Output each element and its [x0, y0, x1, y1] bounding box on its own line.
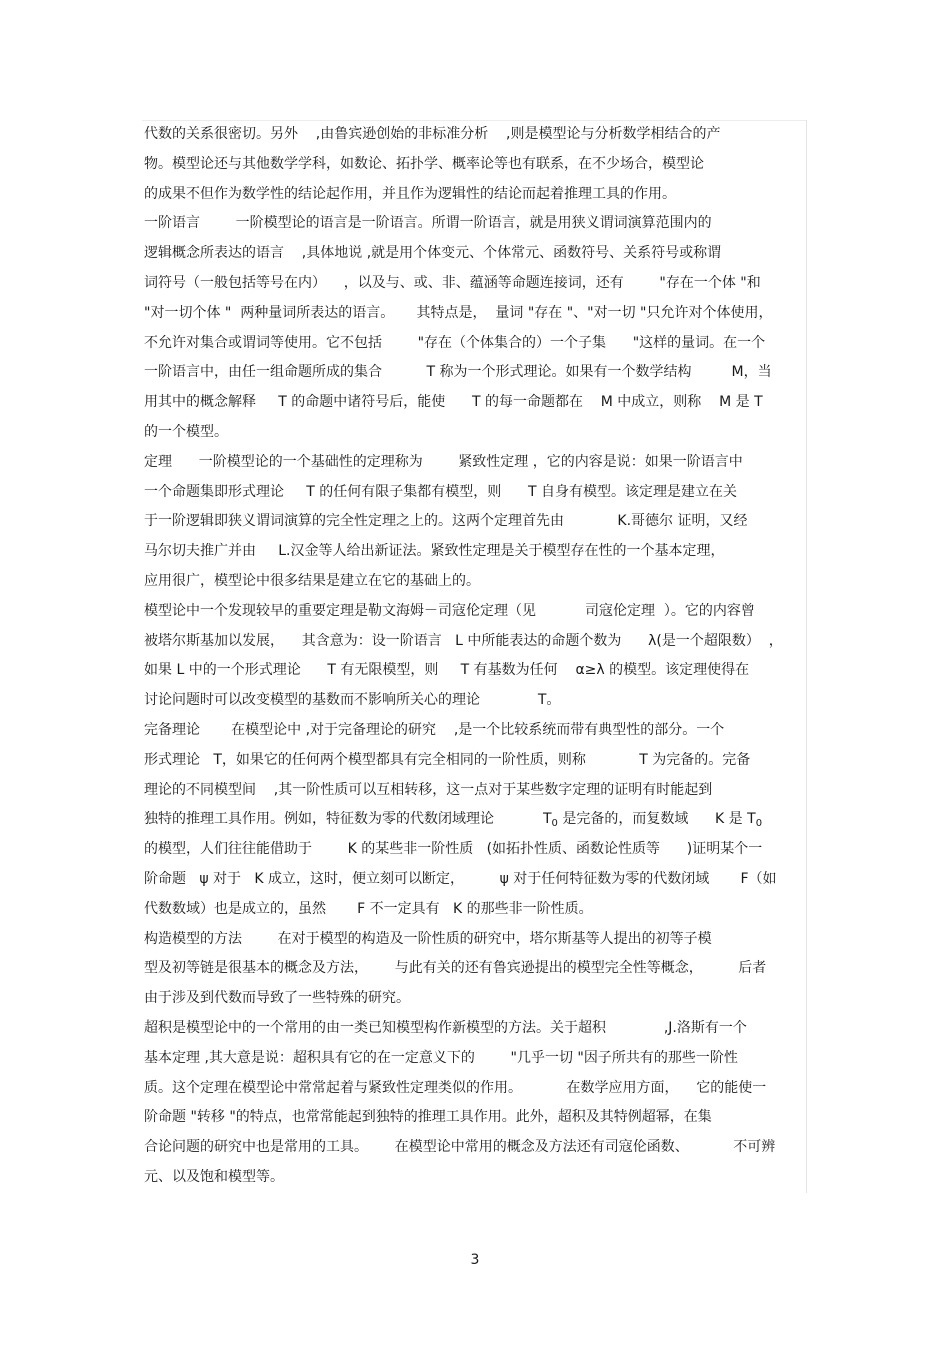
text-line: 基本定理 ,其大意是说：超积具有它的在一定意义下的 "几乎一切 "因子所共有的那些一阶性 — [144, 1049, 738, 1066]
text-line: 的一个模型。 — [144, 423, 228, 440]
text-line: 讨论问题时可以改变模型的基数而不影响所关心的理论 T。 — [144, 692, 561, 709]
text-line: 形式理论 T，如果它的任何两个模型都具有完全相同的一阶性质，则称 T 为完备的。完备 — [144, 751, 751, 768]
text-line: 一阶语言中，由任一组命题所成的集合 T 称为一个形式理论。如果有一个数学结构 M，当 — [144, 364, 772, 381]
text-line: 阶命题 "转移 "的特点，也常常能起到独特的推理工具作用。此外，超积及其特例超幂，在集 — [144, 1109, 712, 1126]
text-line: 一阶语言 一阶模型论的语言是一阶语言。所谓一阶语言，就是用狭义谓词演算范围内的 — [144, 215, 712, 232]
text-line: 一个命题集即形式理论 T 的任何有限子集都有模型，则 T 自身有模型。该定理是建立在关 — [144, 483, 737, 500]
text-line: "对一切个体 " 两种量词所表达的语言。 其特点是， 量词 "存在 "、"对一切 "只允许对个体使用， — [144, 304, 773, 321]
text-line: 的成果不但作为数学性的结论起作用，并且作为逻辑性的结论而起着推理工具的作用。 — [144, 185, 676, 202]
text-line: 被塔尔斯基加以发展， 其含意为：设一阶语言 L 中所能表达的命题个数为 λ(是一个超限数） ， — [144, 632, 783, 649]
text-segment: 是完备的，而复数域 K 是 T — [557, 811, 756, 828]
text-line: 型及初等链是很基本的概念及方法， 与此有关的还有鲁宾逊提出的模型完全性等概念， 后者 — [144, 960, 767, 977]
subscript: 0 — [755, 818, 763, 830]
text-line: 马尔切夫推广并由 L.汉金等人给出新证法。紧致性定理是关于模型存在性的一个基本定理， — [144, 543, 725, 560]
text-line: 构造模型的方法 在对于模型的构造及一阶性质的研究中，塔尔斯基等人提出的初等子模 — [144, 930, 712, 947]
text-line-with-subscripts — [144, 805, 806, 835]
text-line: 应用很广，模型论中很多结果是建立在它的基础上的。 — [144, 572, 480, 589]
text-line: 完备理论 在模型论中 ,对于完备理论的研究 ,是一个比较系统而带有典型性的部分。一个 — [144, 721, 725, 738]
text-line: 定理 一阶模型论的一个基础性的定理称为 紧致性定理 ，它的内容是说：如果一阶语言中 — [144, 453, 743, 470]
text-line: 元、以及饱和模型等。 — [144, 1168, 284, 1185]
text-line: 模型论中一个发现较早的重要定理是勒文海姆－司寇伦定理（见 司寇伦定理 ）。它的内容曾 — [144, 602, 755, 619]
body-text — [144, 120, 806, 1193]
text-line: 逻辑概念所表达的语言 ,具体地说 ,就是用个体变元、个体常元、函数符号、关系符号或称谓 — [144, 245, 722, 262]
text-line: 理论的不同模型间 ,其一阶性质可以互相转移，这一点对于某些数字定理的证明有时能起到 — [144, 781, 713, 798]
text-line: 代数数域）也是成立的，虽然 F 不一定具有 K 的那些非一阶性质。 — [144, 900, 593, 917]
text-line: 合论问题的研究中也是常用的工具。 在模型论中常用的概念及方法还有司寇伦函数、 不可辨 — [144, 1139, 776, 1156]
text-line: 不允许对集合或谓词等使用。它不包括 "存在（个体集合的）一个子集 "这样的量词。在一个 — [144, 334, 766, 351]
text-line: 超积是模型论中的一个常用的由一类已知模型构作新模型的方法。关于超积 ,J.洛斯有一个 — [144, 1019, 747, 1036]
text-segment: 独特的推理工具作用。例如，特征数为零的代数闭域理论 T — [144, 811, 552, 828]
text-line: 于一阶逻辑即狭义谓词演算的完全性定理之上的。这两个定理首先由 K.哥德尔 证明，又经 — [144, 513, 748, 530]
text-line: 词符号（一般包括等号在内） ，以及与、或、非、蕴涵等命题连接词，还有 "存在一个体 "和 — [144, 274, 761, 291]
page-number: 3 — [470, 1252, 480, 1268]
text-line: 质。这个定理在模型论中常常起着与紧致性定理类似的作用。 在数学应用方面， 它的能使一 — [144, 1079, 767, 1096]
text-line: 由于涉及到代数而导致了一些特殊的研究。 — [144, 990, 410, 1007]
text-line: 阶命题 ψ 对于 K 成立，这时，便立刻可以断定， ψ 对于任何特征数为零的代数闭域 F（如 — [144, 870, 777, 887]
text-line: 代数的关系很密切。另外 ,由鲁宾逊创始的非标准分析 ,则是模型论与分析数学相结合的产 — [144, 126, 721, 142]
text-line: 的模型，人们往往能借助于 K 的某些非一阶性质 (如拓扑性质、函数论性质等 )证明某个一 — [144, 841, 763, 858]
subscript: 0 — [551, 818, 558, 830]
text-line: 如果 L 中的一个形式理论 T 有无限模型，则 T 有基数为任何 α≥λ 的模型。该定理使得在 — [144, 662, 750, 679]
text-line: 物。模型论还与其他数学学科，如数论、拓扑学、概率论等也有联系，在不少场合，模型论 — [144, 155, 704, 172]
right-margin-rule — [806, 120, 807, 1193]
text-line: 用其中的概念解释 T 的命题中诸符号后，能使 T 的每一命题都在 M 中成立，则称 M 是 T — [144, 394, 763, 411]
